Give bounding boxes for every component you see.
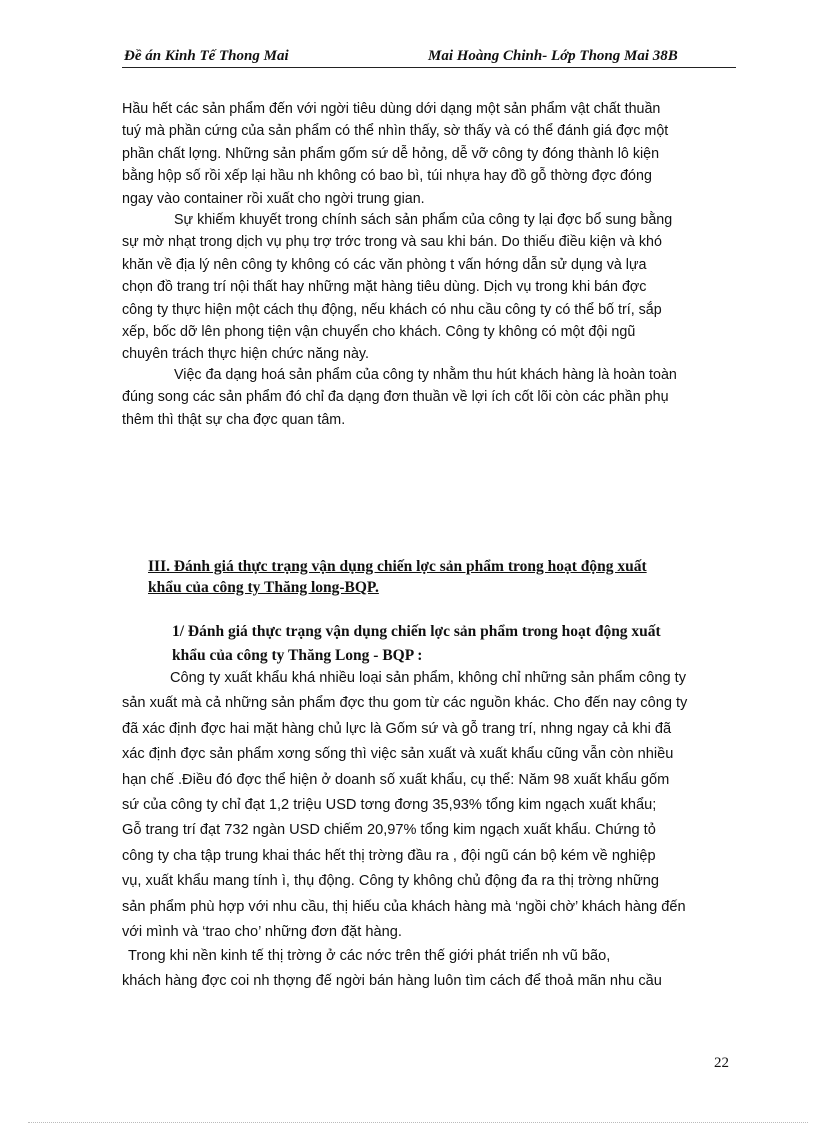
- header-right-author: Mai Hoàng Chinh- Lớp Thong Mai 38B: [428, 48, 678, 64]
- text-line: với mình và ‘trao cho’ những đơn đặt hàng.: [122, 924, 402, 941]
- text-line: ngay vào container rồi xuất cho ngời trung gian.: [122, 190, 425, 207]
- subheading: [172, 620, 740, 668]
- text-line: Hầu hết các sản phẩm đến với ngời tiêu dùng dới dạng một sản phẩm vật chất thuần: [122, 101, 661, 117]
- header-rule: [122, 67, 736, 68]
- text-line: công ty cha tập trung khai thác hết thị trờng đầu ra , đội ngũ cán bộ kém về nghiệp: [122, 847, 656, 864]
- text-line: sứ của công ty chỉ đạt 1,2 triệu USD tơng đơng 35,93% tổng kim ngạch xuất khẩu;: [122, 797, 657, 814]
- text-line: xếp, bốc dỡ lên phong tiện vận chuyển cho khách. Công ty không có một đội ngũ: [122, 324, 636, 341]
- text-line: hạn chế .Điều đó đợc thể hiện ở doanh số xuất khẩu, cụ thể: Năm 98 xuất khẩu gốm: [122, 771, 670, 788]
- text-line: sản xuất mà cả những sản phẩm đợc thu gom từ các nguồn khác. Cho đến nay công ty: [122, 695, 688, 712]
- page-number: 22: [714, 1055, 729, 1071]
- text-line: khách hàng đợc coi nh thợng đế ngời bán hàng luôn tìm cách để thoả mãn nhu cầu: [122, 973, 662, 990]
- text-line: Sự khiếm khuyết trong chính sách sản phẩm của công ty lại đợc bổ sung bằng: [174, 212, 673, 228]
- text-line: xác định đợc sản phẩm xơng sống thì việc sản xuất và xuất khẩu cũng vẫn còn nhiều: [122, 746, 674, 763]
- text-line: Trong khi nền kinh tế thị trờng ở các nớc trên thế giới phát triển nh vũ bão,: [128, 948, 611, 964]
- section-heading-line: khẩu của công ty Thăng long-BQP.: [148, 579, 379, 596]
- text-line: bằng hộp số rồi xếp lại hầu nh không có bao bì, túi nhựa hay đồ gỗ thờng đợc đóng: [122, 168, 652, 185]
- text-line: Gỗ trang trí đạt 732 ngàn USD chiếm 20,97% tổng kim ngạch xuất khẩu. Chứng tỏ: [122, 822, 656, 839]
- header-left-title: Đề án Kinh Tế Thong Mai: [124, 48, 289, 64]
- subheading-line: 1/ Đánh giá thực trạng vận dụng chiến lợc sản phẩm trong hoạt động xuất: [172, 623, 661, 640]
- paragraph-1: [122, 98, 730, 210]
- text-line: khăn về địa lý nên công ty không có các văn phòng t vấn hớng dẫn sử dụng và lựa: [122, 256, 647, 273]
- paragraph-5: [122, 944, 730, 995]
- section-heading-line: III. Đánh giá thực trạng vận dụng chiến lợc sản phẩm trong hoạt động xuất: [148, 558, 647, 575]
- text-line: vụ, xuất khẩu mang tính ì, thụ động. Công ty không chủ động đa ra thị trờng những: [122, 873, 659, 890]
- text-line: đã xác định đợc hai mặt hàng chủ lực là Gốm sứ và gỗ trang trí, nhng ngay cả khi đã: [122, 720, 672, 737]
- text-line: sự mờ nhạt trong dịch vụ phụ trợ trớc trong và sau khi bán. Do thiếu điều kiện và khó: [122, 234, 662, 251]
- subheading-line: khẩu của công ty Thăng Long - BQP :: [172, 647, 423, 664]
- text-line: sản phẩm phù hợp với nhu cầu, thị hiếu của khách hàng mà ‘ngồi chờ’ khách hàng đến: [122, 898, 686, 915]
- text-line: công ty thực hiện một cách thụ động, nếu khách có nhu cầu công ty có thể bố trí, sắp: [122, 301, 662, 318]
- text-line: Công ty xuất khẩu khá nhiều loại sản phẩm, không chỉ những sản phẩm công ty: [170, 670, 687, 686]
- section-heading: [148, 556, 740, 598]
- text-line: chọn đồ trang trí nội thất hay những mặt hàng tiêu dùng. Dịch vụ trong khi bán đợc: [122, 279, 647, 296]
- paragraph-4: [122, 666, 730, 945]
- text-line: tuý mà phần cứng của sản phẩm có thể nhìn thấy, sờ thấy và có thể đánh giá đợc một: [122, 123, 669, 140]
- text-line: phần chất lợng. Những sản phẩm gốm sứ dễ hỏng, dễ vỡ công ty đóng thành lô kiện: [122, 145, 660, 162]
- text-line: chuyên trách thực hiện chức năng này.: [122, 346, 369, 363]
- paragraph-3: [122, 364, 730, 431]
- paragraph-2: [122, 209, 730, 366]
- text-line: Việc đa dạng hoá sản phẩm của công ty nhằm thu hút khách hàng là hoàn toàn: [174, 367, 677, 383]
- text-line: đúng song các sản phẩm đó chỉ đa dạng đơn thuần về lợi ích cốt lõi còn các phần phụ: [122, 389, 669, 406]
- text-line: thêm thì thật sự cha đợc quan tâm.: [122, 411, 346, 428]
